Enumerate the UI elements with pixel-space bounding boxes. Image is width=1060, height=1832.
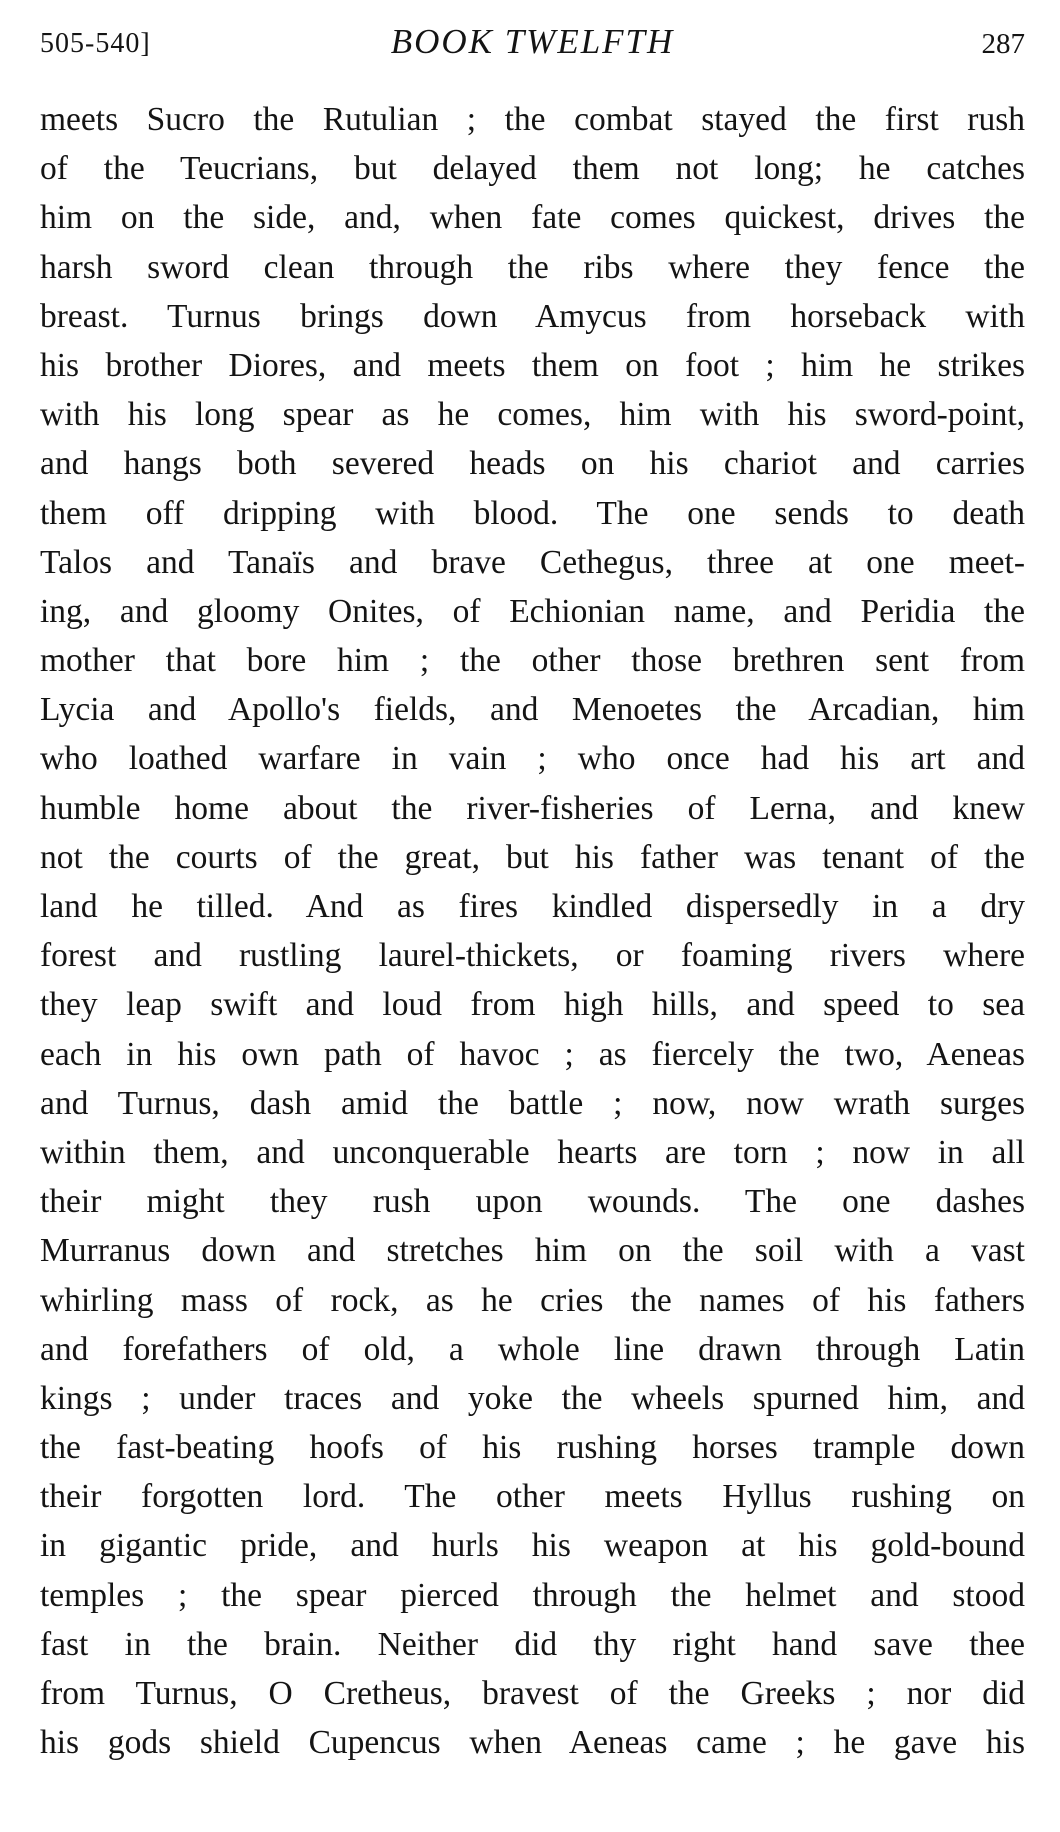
text-line: whirling mass of rock, as he cries the names of his fathers bbox=[40, 1281, 1025, 1319]
text-line: land he tilled. And as fires kindled dispersedly in a dry bbox=[40, 888, 1025, 925]
text-line: forest and rustling laurel-thickets, or foaming rivers where bbox=[40, 937, 1025, 975]
text-line: Talos and Tanaïs and brave Cethegus, three at one meet- bbox=[40, 543, 1025, 581]
text-line: breast. Turnus brings down Amycus from horseback with bbox=[40, 297, 1025, 335]
text-line: from Turnus, O Cretheus, bravest of the Greeks ; nor did bbox=[40, 1675, 1025, 1712]
text-line: in gigantic pride, and hurls his weapon at his gold-bound bbox=[40, 1527, 1025, 1565]
text-line: ing, and gloomy Onites, of Echionian name, and Peridia the bbox=[40, 592, 1025, 630]
text-line: harsh sword clean through the ribs where they fence the bbox=[40, 248, 1025, 286]
text-line: them off dripping with blood. The one sends to death bbox=[40, 494, 1025, 532]
text-line: Murranus down and stretches him on the soil with a vast bbox=[40, 1232, 1025, 1270]
text-line: with his long spear as he comes, him with his sword-point, bbox=[40, 396, 1025, 434]
text-line: and forefathers of old, a whole line drawn through Latin bbox=[40, 1330, 1025, 1368]
body-text bbox=[40, 95, 1025, 1767]
text-line: temples ; the spear pierced through the helmet and stood bbox=[40, 1576, 1025, 1614]
line-range: 505-540] bbox=[40, 28, 151, 59]
text-line: they leap swift and loud from high hills, and speed to sea bbox=[40, 986, 1025, 1024]
text-line: him on the side, and, when fate comes quickest, drives the bbox=[40, 199, 1025, 237]
text-line: who loathed warfare in vain ; who once had his art and bbox=[40, 740, 1025, 778]
text-line: each in his own path of havoc ; as fiercely the two, Aeneas bbox=[40, 1035, 1025, 1073]
text-line: his gods shield Cupencus when Aeneas came ; he gave his bbox=[40, 1724, 1025, 1762]
text-line: and Turnus, dash amid the battle ; now, now wrath surges bbox=[40, 1084, 1025, 1122]
text-line: not the courts of the great, but his father was tenant of the bbox=[40, 838, 1025, 876]
page-number: 287 bbox=[981, 28, 1025, 60]
book-title: BOOK TWELFTH bbox=[390, 22, 675, 61]
text-line: of the Teucrians, but delayed them not long; he catches bbox=[40, 150, 1025, 188]
text-line: his brother Diores, and meets them on foot ; him he strikes bbox=[40, 346, 1025, 384]
text-line: their might they rush upon wounds. The one dashes bbox=[40, 1183, 1025, 1221]
text-line: humble home about the river-fisheries of Lerna, and knew bbox=[40, 789, 1025, 827]
text-line: meets Sucro the Rutulian ; the combat stayed the first rush bbox=[40, 101, 1025, 138]
text-line: mother that bore him ; the other those brethren sent from bbox=[40, 642, 1025, 680]
text-line: the fast-beating hoofs of his rushing horses trample down bbox=[40, 1429, 1025, 1467]
text-line: fast in the brain. Neither did thy right hand save thee bbox=[40, 1625, 1025, 1663]
text-line: their forgotten lord. The other meets Hyllus rushing on bbox=[40, 1478, 1025, 1516]
text-line: and hangs both severed heads on his chariot and carries bbox=[40, 445, 1025, 483]
text-line: Lycia and Apollo's fields, and Menoetes the Arcadian, him bbox=[40, 691, 1025, 729]
running-head bbox=[40, 20, 1025, 70]
text-line: kings ; under traces and yoke the wheels spurned him, and bbox=[40, 1379, 1025, 1417]
text-line: within them, and unconquerable hearts are torn ; now in all bbox=[40, 1133, 1025, 1171]
